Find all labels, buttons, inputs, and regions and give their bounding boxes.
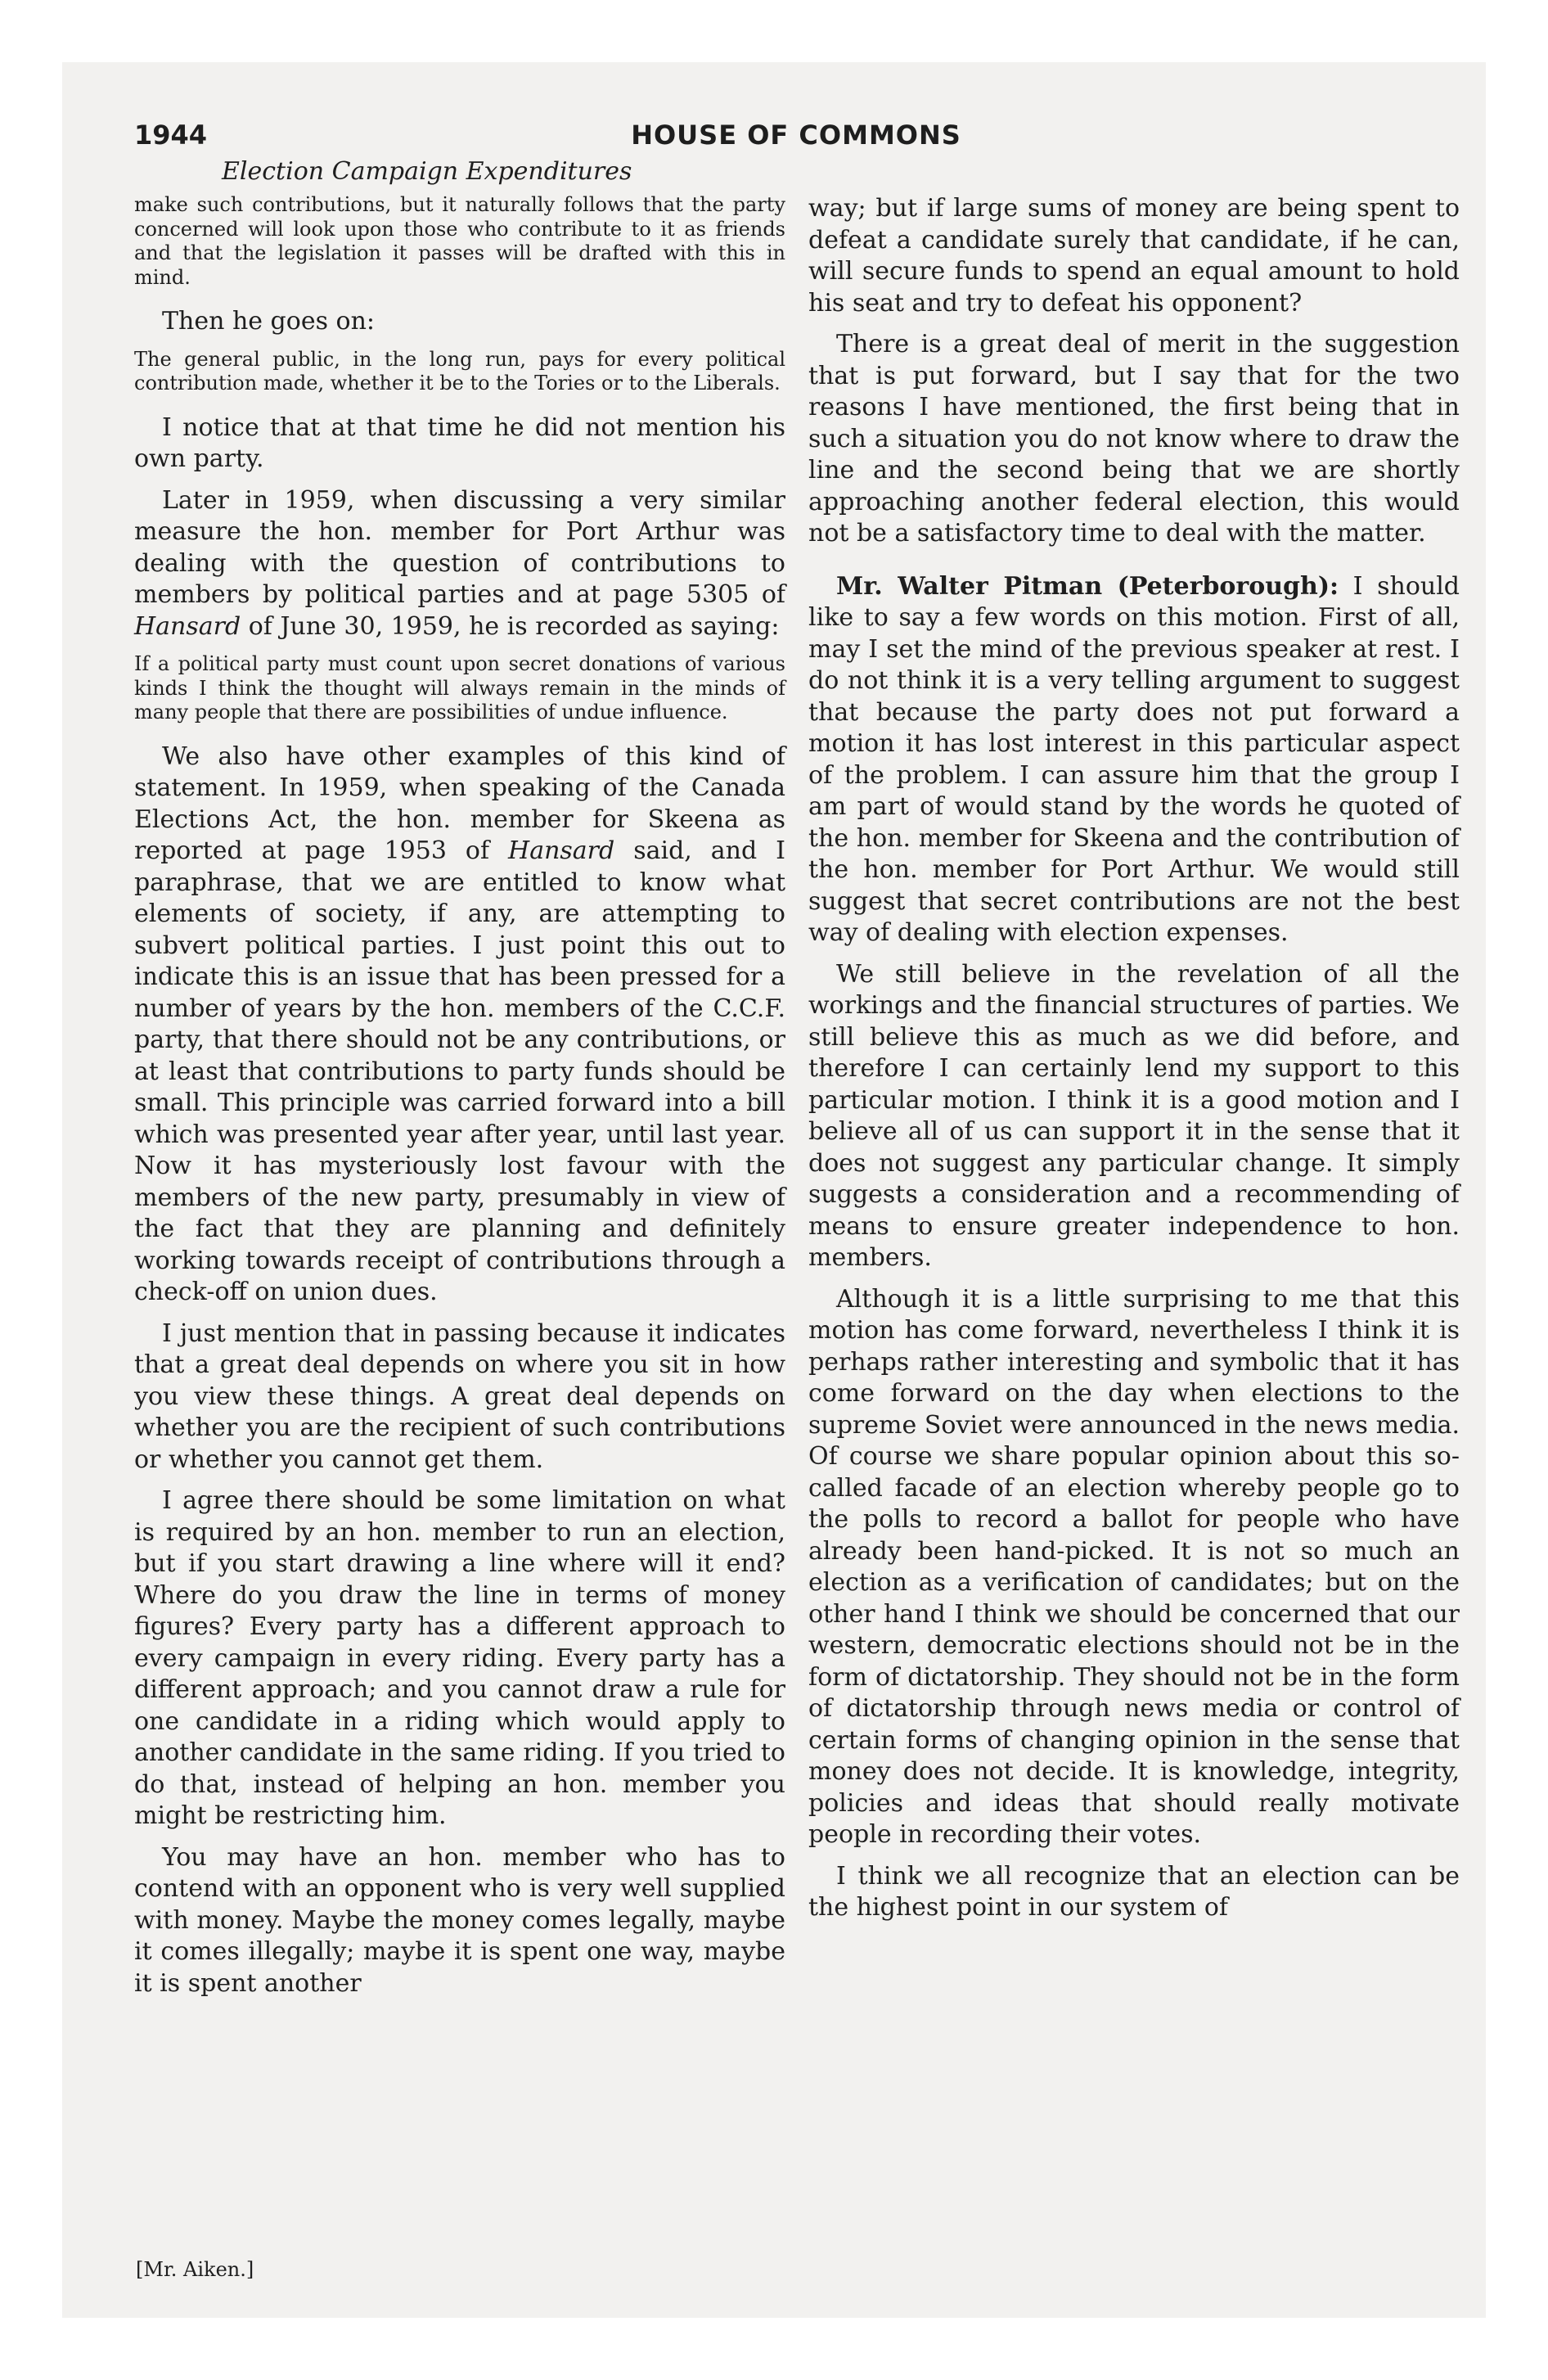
text-run: I should like to say a few words on this motion. First of all, may I set the mind of the previous speaker at rest. I do not think it is a very telling argument to suggest that because the party does not put forward a motion it has lost interest in this particular aspect of the problem. I can assure him that the group I am part of would stand by the words he quoted of the hon. member for Skeena and the contribution of the hon. member for Port Arthur. We would still suggest that secret contributions are not the best way of dealing with election expenses.	[808, 571, 1460, 947]
body-paragraph: You may have an hon. member who has to contend with an opponent who is very well supplied with money. Maybe the money comes legally, maybe it comes illegally; maybe it is spent one way, maybe it is spent another	[134, 1842, 785, 1998]
body-paragraph	[134, 741, 785, 1309]
body-paragraph: way; but if large sums of money are being spent to defeat a candidate surely that candidate, if he can, will secure funds to spend an equal amount to hold his seat and try to defeat his opponent?	[808, 194, 1460, 318]
speaker-name: Mr. Walter Pitman (Peterborough):	[836, 571, 1339, 601]
body-paragraph: I just mention that in passing because it indicates that a great deal depends on where you sit in how you view these things. A great deal depends on whether you are the recipient of such contributions or whether you cannot get them.	[134, 1318, 785, 1474]
body-paragraph: I think we all recognize that an election can be the highest point in our system of	[808, 1861, 1460, 1922]
quote-paragraph: The general public, in the long run, pays for every political contribution made, whether it be to the Tories or to the Liberals.	[134, 347, 785, 394]
speaker-footer: [Mr. Aiken.]	[136, 2258, 254, 2281]
quote-paragraph: make such contributions, but it naturally follows that the party concerned will look upon those who contribute to it as friends and that the legislation it passes will be drafted with this in mind.	[134, 193, 785, 289]
quote-paragraph: If a political party must count upon secret donations of various kinds I think the thought will always remain in the minds of many people that there are possibilities of undue influence.	[134, 652, 785, 723]
body-paragraph: We still believe in the revelation of all the workings and the financial structures of parties. We still believe this as much as we did before, and therefore I can certainly lend my support to this particular motion. I think it is a good motion and I believe all of us can support it in the sense that it does not suggest any particular change. It simply suggests a consideration and a recommending of means to ensure greater independence to hon. members.	[808, 959, 1460, 1272]
page	[62, 62, 1486, 2318]
body-paragraph: Although it is a little surprising to me that this motion has come forward, nevertheless I think it is perhaps rather interesting and symbolic that it has come forward on the day when elections to the supreme Soviet were announced in the news media. Of course we share popular opinion about this so-called facade of an election whereby people go to the polls to record a ballot for people who have already been hand-picked. It is not so much an election as a verification of candidates; but on the other hand I think we should be concerned that our western, democratic elections should not be in the form of dictatorship. They should not be in the form of dictatorship through news media or control of certain forms of changing opinion in the sense that money does not decide. It is knowledge, integrity, policies and ideas that should really motivate people in recording their votes.	[808, 1284, 1460, 1849]
hansard-citation: Hansard	[134, 611, 241, 641]
text-run: said, and I paraphrase, that we are entitled to know what elements of society, if any, are attempting to subvert political parties. I just point this out to indicate this is an issue that has been pressed for a number of years by the hon. members of the C.C.F. party, that there should not be any contributions, or at least that contributions to party funds should be small. This principle was carried forward into a bill which was presented year after year, until last year. Now it has mysteriously lost favour with the members of the new party, presumably in view of the fact that they are planning and definitely working towards receipt of contributions through a check-off on union dues.	[134, 836, 785, 1306]
right-column	[808, 193, 1460, 1934]
hansard-citation: Hansard	[508, 836, 615, 865]
body-paragraph: I agree there should be some limitation on what is required by an hon. member to run an election, but if you start drawing a line where will it end? Where do you draw the line in terms of money figures? Every party has a different approach to every campaign in every riding. Every party has a different approach; and you cannot draw a rule for one candidate in a riding which would apply to another candidate in the same riding. If you tried to do that, instead of helping an hon. member you might be restricting him.	[134, 1486, 785, 1830]
section-title: Election Campaign Expenditures	[222, 157, 632, 186]
page-header	[134, 119, 1458, 157]
left-column	[134, 193, 785, 2009]
body-paragraph	[134, 485, 785, 643]
body-paragraph: I notice that at that time he did not mention his own party.	[134, 412, 785, 473]
page-number: 1944	[134, 119, 208, 151]
body-paragraph: Then he goes on:	[162, 307, 375, 336]
text-run: Later in 1959, when discussing a very similar measure the hon. member for Port Arthur was dealing with the question of contributions to members by political parties and at page 5305 of	[134, 485, 785, 609]
text-run: We also have other examples of this kind of statement. In 1959, when speaking of the Canada Elections Act, the hon. member for Skeena as reported at page 1953 of	[134, 741, 785, 865]
body-paragraph	[808, 571, 1460, 949]
journal-title: HOUSE OF COMMONS	[631, 119, 961, 151]
text-run: of June 30, 1959, he is recorded as saying:	[241, 611, 780, 641]
body-paragraph: There is a great deal of merit in the suggestion that is put forward, but I say that for the two reasons I have mentioned, the first being that in such a situation you do not know where to draw the line and the second being that we are shortly approaching another federal election, this would not be a satisfactory time to deal with the matter.	[808, 330, 1460, 548]
